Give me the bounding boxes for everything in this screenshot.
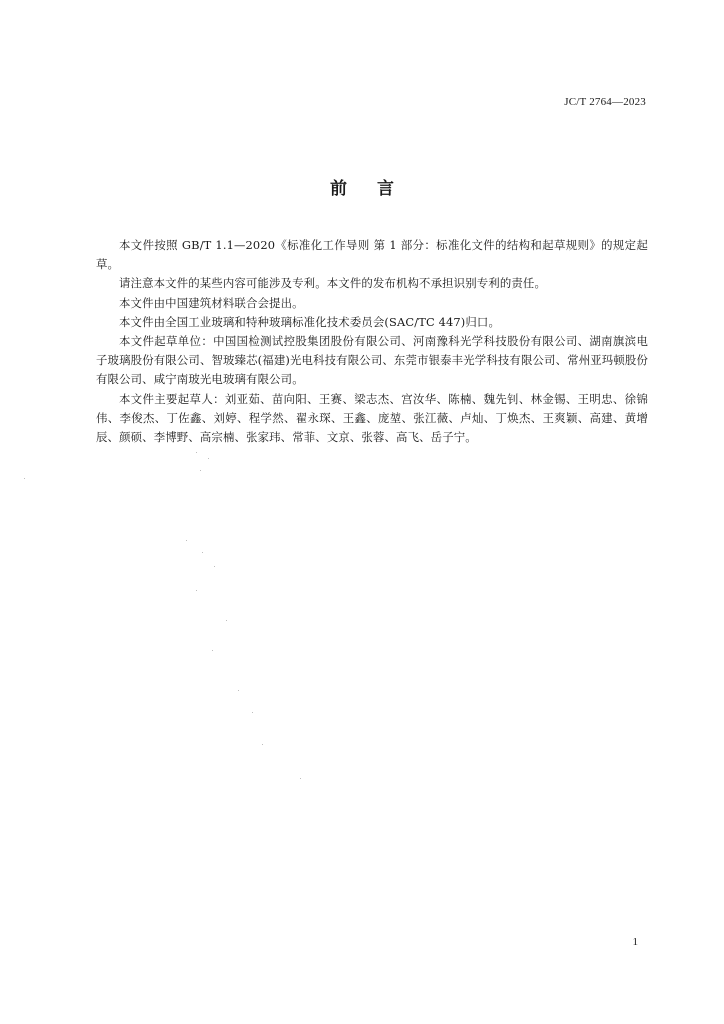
paragraph-patent-notice: 请注意本文件的某些内容可能涉及专利。本文件的发布机构不承担识别专利的责任。 [119,276,547,291]
paragraph-drafting-rules: 本文件按照 GB/T 1.1—2020《标准化工作导则 第 1 部分：标准化文件的结构和起草规则》的规定起草。 [96,238,648,272]
page-number: 1 [632,936,638,948]
document-code: JC/T 2764—2023 [564,96,646,108]
paragraph-drafting-units: 本文件起草单位：中国国检测试控股集团股份有限公司、河南豫科光学科技股份有限公司、湖南旗滨电子玻璃股份有限公司、智玻臻芯(福建)光电科技有限公司、东莞市银泰丰光学科技有限公司、常州亚玛顿股份有限公司、咸宁南玻光电玻璃有限公司。 [96,334,648,387]
paragraph-committee: 本文件由全国工业玻璃和特种玻璃标准化技术委员会(SAC/TC 447)归口。 [119,314,501,329]
paragraph-drafters: 本文件主要起草人：刘亚茹、苗向阳、王赛、梁志杰、宫汝华、陈楠、魏先钊、林金锡、王明忠、徐锦伟、李俊杰、丁佐鑫、刘婷、程学然、翟永琛、王鑫、庞堃、张江薇、卢灿、丁焕杰、王爽颖、高建、黄增辰、颜硕、李博野、高宗楠、张家玮、常菲、文京、张蓉、高飞、岳子宁。 [96,391,648,445]
paragraph-proposer: 本文件由中国建筑材料联合会提出。 [119,295,304,310]
page-title: 前言 [330,179,424,199]
foreword-body [96,236,648,447]
